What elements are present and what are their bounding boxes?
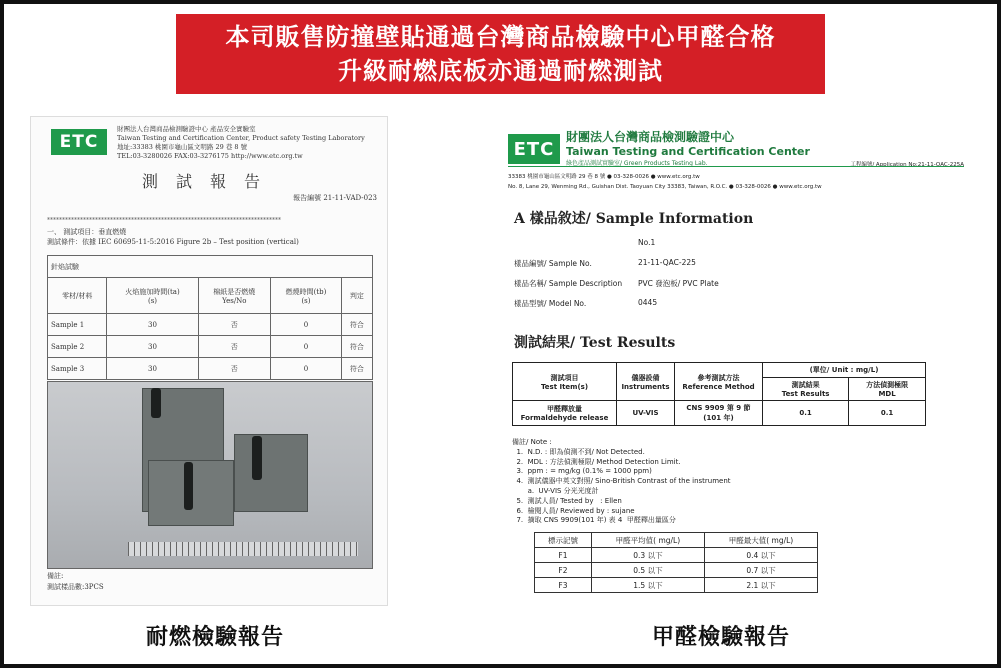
test-sample-photo — [47, 381, 373, 569]
grade-th-avg: 甲醛平均值( mg/L) — [591, 533, 704, 548]
table-row — [535, 578, 818, 593]
th-test-item-en: Test Item(s) — [540, 382, 589, 391]
left-org-en: Taiwan Testing and Certification Center, Product safety Testing Laboratory — [117, 134, 365, 142]
left-address: 地址:33383 桃園市龜山區文明路 29 巷 8 號 — [117, 143, 248, 151]
cell: Sample 3 — [48, 358, 107, 380]
note-line: 備註/ Note : — [512, 438, 552, 446]
flame-th-material: 零材/材料 — [48, 278, 107, 314]
right-org-header — [566, 128, 810, 167]
address-en: No. 8, Lane 29, Wenming Rd., Guishan Dist. Taoyuan City 33383, Taiwan, R.O.C. ● 03-328-0026 ● www.etc.org.tw — [508, 184, 822, 190]
note-line: 5. 測試人員/ Tested by : Ellen — [512, 496, 622, 505]
grade-th-mark: 標示記號 — [535, 533, 592, 548]
cell: Sample 1 — [48, 314, 107, 336]
th-mdl — [849, 378, 926, 401]
sample-no-value: 21-11-QAC-225 — [638, 258, 696, 267]
table-row — [48, 358, 373, 380]
note-line: 1. N.D. : 即為偵測不到/ Not Detected. — [512, 447, 645, 456]
th-reference-method — [675, 363, 763, 401]
header-divider — [508, 166, 964, 167]
cell: 0 — [271, 358, 342, 380]
test-results-table — [512, 362, 926, 426]
cell: 0.3 以下 — [591, 548, 704, 563]
table-row — [535, 563, 818, 578]
address-zh: 33383 桃園市龜山區文明路 29 巷 8 號 ● 03-328-0026 ● www.etc.org.tw — [508, 174, 700, 180]
note-line: 7. 摘取 CNS 9909(101 年) 表 4 甲醛釋出量區分 — [512, 516, 676, 525]
model-no-value: 0445 — [638, 298, 658, 307]
burn-mark — [252, 436, 262, 480]
table-row — [535, 548, 818, 563]
left-sample-count: 測試樣品數:3PCS — [47, 583, 104, 591]
cell: 符合 — [341, 336, 372, 358]
cell-instrument: UV-VIS — [617, 401, 675, 426]
etc-logo: ETC — [51, 129, 107, 155]
cell-item-en: Formaldehyde release — [520, 414, 609, 422]
th-results-en: Test Results — [781, 390, 830, 398]
left-separator: ****************************************************************************** — [47, 217, 281, 224]
sample-index: No.1 — [638, 238, 656, 247]
left-test-item-label: 一、 測試項目：垂直燃燒 — [47, 228, 127, 236]
cell: 0.5 以下 — [591, 563, 704, 578]
left-report-number: 報告編號 21-11-VAD-023 — [293, 194, 377, 202]
left-note-label: 備註: — [47, 572, 64, 580]
model-no-label: 樣品型號/ Model No. — [514, 299, 587, 308]
sample-no-label: 樣品編號/ Sample No. — [514, 259, 592, 268]
burn-mark — [184, 462, 193, 510]
flame-test-report — [30, 116, 388, 606]
cell: 30 — [107, 358, 198, 380]
cell: 否 — [198, 314, 271, 336]
title-banner — [176, 14, 825, 94]
formaldehyde-test-report — [500, 118, 970, 604]
cell-mdl: 0.1 — [849, 401, 926, 426]
unit-label: (單位/ Unit : mg/L) — [763, 363, 926, 378]
th-mdl-en: MDL — [878, 390, 896, 398]
cell: 0 — [271, 336, 342, 358]
cell: 0.4 以下 — [704, 548, 817, 563]
flame-test-table — [47, 255, 373, 380]
cell: 符合 — [341, 358, 372, 380]
caption-formaldehyde-report: 甲醛檢驗報告 — [652, 625, 791, 650]
right-org-zh: 財團法人台灣商品檢測驗證中心 — [566, 130, 735, 144]
banner-line-2: 升級耐燃底板亦通過耐燃測試 — [338, 57, 663, 85]
cell: 2.1 以下 — [704, 578, 817, 593]
th-test-item-zh: 測試項目 — [550, 373, 579, 382]
sample-desc-value: PVC 發泡板/ PVC Plate — [638, 279, 719, 288]
note-line: 4. 測試儀器中英文對照/ Sino-British Contrast of the instrument — [512, 477, 731, 486]
cell-result: 0.1 — [763, 401, 849, 426]
th-method-en: Reference Method — [682, 382, 755, 391]
cell: 否 — [198, 336, 271, 358]
table-row — [48, 314, 373, 336]
left-report-title: 測試報告 — [141, 172, 278, 191]
note-line: 3. ppm : = mg/kg (0.1% = 1000 ppm) — [512, 467, 652, 476]
th-method-zh: 參考測試方法 — [697, 373, 740, 382]
left-org-zh: 財團法人台灣商品檢測驗證中心 產品安全實驗室 — [117, 125, 256, 133]
th-instruments — [617, 363, 675, 401]
sample-plate — [234, 434, 308, 512]
sample-info-heading: A 樣品敘述/ Sample Information — [514, 211, 754, 227]
flame-th-burn-time: 燃燒時間(tb) (s) — [271, 278, 342, 314]
test-results-heading: 測試結果/ Test Results — [514, 335, 676, 351]
right-org-sub: 綠色產品測試實驗室/ Green Products Testing Lab. — [566, 160, 708, 167]
cell: 0 — [271, 314, 342, 336]
grade-th-max: 甲醛最大值( mg/L) — [704, 533, 817, 548]
cell: 否 — [198, 358, 271, 380]
cell: 0.7 以下 — [704, 563, 817, 578]
formaldehyde-grade-table — [534, 532, 818, 593]
flame-th-tissue: 棉紙是否燃燒 Yes/No — [198, 278, 271, 314]
left-test-item — [47, 227, 299, 247]
th-test-results — [763, 378, 849, 401]
th-instruments-en: Instruments — [621, 382, 670, 391]
cell: 30 — [107, 336, 198, 358]
cell: Sample 2 — [48, 336, 107, 358]
burn-mark — [151, 388, 161, 418]
caption-flame-report: 耐燃檢驗報告 — [146, 625, 285, 650]
cell-method: CNS 9909 第 9 節 (101 年) — [675, 401, 763, 426]
ruler — [128, 542, 358, 556]
th-test-item — [513, 363, 617, 401]
note-line: 2. MDL : 方法偵測極限/ Method Detection Limit. — [512, 457, 681, 466]
cell: 1.5 以下 — [591, 578, 704, 593]
table-row — [48, 336, 373, 358]
th-results-zh: 測試結果 — [791, 381, 820, 389]
left-test-condition: 測試條件：依據 IEC 60695-11-5:2016 Figure 2b – Test position (vertical) — [47, 238, 299, 246]
flame-table-title: 針焰試驗 — [48, 256, 373, 278]
cell: 符合 — [341, 314, 372, 336]
th-mdl-zh: 方法偵測極限 — [866, 381, 909, 389]
application-number: 工程編號/ Application No:21-11-QAC-225A — [850, 162, 964, 168]
etc-logo: ETC — [508, 134, 560, 164]
right-org-en: Taiwan Testing and Certification Center — [566, 145, 810, 158]
cell: F2 — [535, 563, 592, 578]
cell-test-item — [513, 401, 617, 426]
left-tel: TEL:03-3280026 FAX:03-3276175 http://www.etc.org.tw — [117, 152, 303, 160]
flame-th-verdict: 判定 — [341, 278, 372, 314]
note-line: 6. 檢閱人員/ Reviewed by : sujane — [512, 506, 635, 515]
note-line: a. UV-VIS 分光光度計 — [512, 486, 599, 495]
left-org-header — [117, 125, 387, 161]
flame-th-apply-time: 火焰施加時間(ta) (s) — [107, 278, 198, 314]
banner-line-1: 本司販售防撞壁貼通過台灣商品檢驗中心甲醛合格 — [225, 23, 776, 51]
cell: F3 — [535, 578, 592, 593]
cell: F1 — [535, 548, 592, 563]
cell-item-zh: 甲醛釋放量 — [547, 405, 582, 413]
sample-desc-label: 樣品名稱/ Sample Description — [514, 279, 623, 288]
table-row — [513, 401, 926, 426]
th-instruments-zh: 儀器設備 — [631, 373, 660, 382]
cell: 30 — [107, 314, 198, 336]
notes-list — [512, 438, 731, 526]
left-notes — [47, 571, 104, 593]
